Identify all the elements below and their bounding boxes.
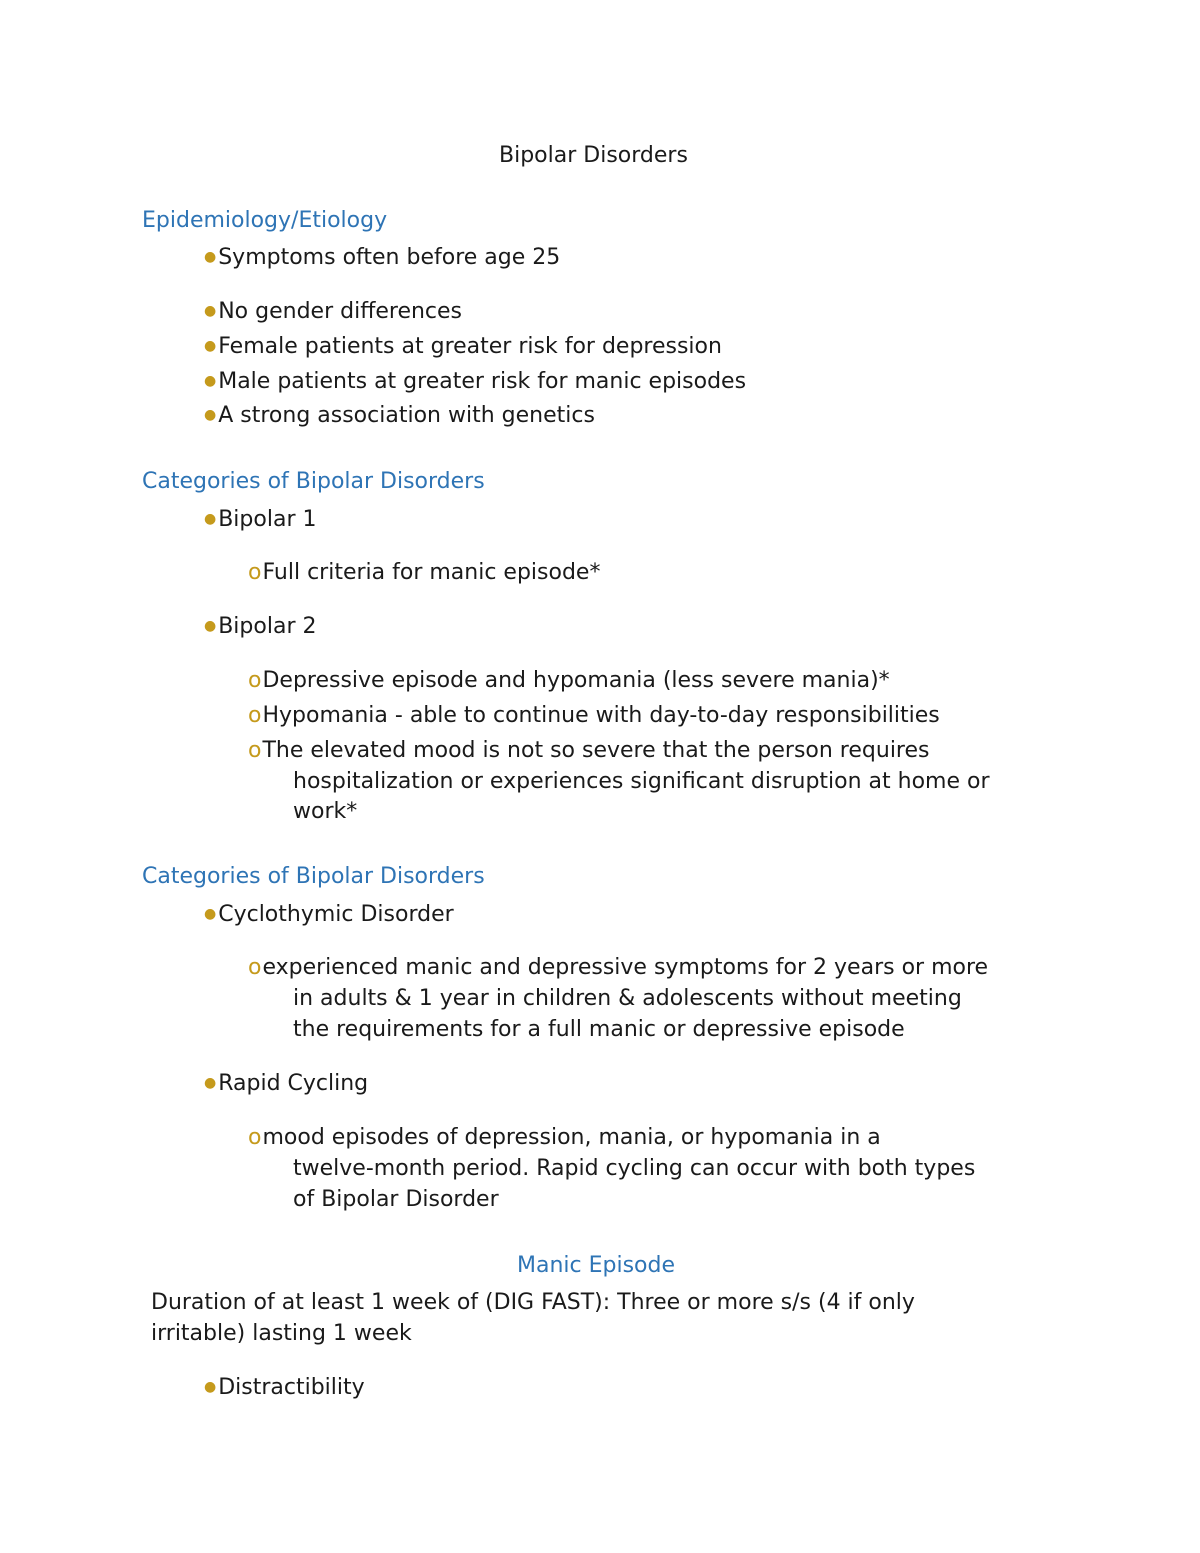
list-item: ●No gender differences [204,299,463,324]
section-heading-categories: Categories of Bipolar Disorders [142,469,485,494]
list-item: ●Female patients at greater risk for depression [204,334,722,359]
bullet-icon: ● [204,407,217,423]
bullet-icon: ● [204,373,217,389]
list-item: ●Rapid Cycling [204,1071,369,1096]
list-item: ●Distractibility [204,1375,365,1400]
bullet-icon: ● [204,511,217,527]
circle-bullet-icon: o [248,560,262,585]
bullet-icon: ● [204,338,217,354]
paragraph-line: irritable) lasting 1 week [151,1321,412,1346]
sub-list-item: oFull criteria for manic episode* [248,560,601,585]
circle-bullet-icon: o [248,738,262,763]
sub-list-item: oThe elevated mood is not so severe that the person requires [248,738,930,763]
circle-bullet-icon: o [248,703,262,728]
sub-list-item: oDepressive episode and hypomania (less severe mania)* [248,668,890,693]
page-title: Bipolar Disorders [499,143,688,168]
circle-bullet-icon: o [248,955,262,980]
sub-list-item: omood episodes of depression, mania, or hypomania in a [248,1125,881,1150]
bullet-icon: ● [204,303,217,319]
sub-list-item-continuation: hospitalization or experiences significant disruption at home or [293,769,990,794]
sub-list-item-continuation: of Bipolar Disorder [293,1187,499,1212]
section-heading-epidemiology: Epidemiology/Etiology [142,208,388,233]
sub-list-item-continuation: twelve-month period. Rapid cycling can occur with both types [293,1156,976,1181]
sub-list-item-continuation: in adults & 1 year in children & adolescents without meeting [293,986,962,1011]
list-item: ●Male patients at greater risk for manic episodes [204,369,747,394]
list-item: ●Bipolar 2 [204,614,317,639]
paragraph-line: Duration of at least 1 week of (DIG FAST): Three or more s/s (4 if only [151,1290,915,1315]
list-item: ●A strong association with genetics [204,403,595,428]
sub-list-item: oexperienced manic and depressive symptoms for 2 years or more [248,955,989,980]
bullet-icon: ● [204,906,217,922]
bullet-icon: ● [204,1379,217,1395]
sub-list-item: oHypomania - able to continue with day-to-day responsibilities [248,703,940,728]
circle-bullet-icon: o [248,1125,262,1150]
sub-list-item-continuation: the requirements for a full manic or depressive episode [293,1017,905,1042]
circle-bullet-icon: o [248,668,262,693]
bullet-icon: ● [204,618,217,634]
sub-list-item-continuation: work* [293,799,358,824]
list-item: ●Bipolar 1 [204,507,317,532]
bullet-icon: ● [204,249,217,265]
list-item: ●Cyclothymic Disorder [204,902,454,927]
list-item: ●Symptoms often before age 25 [204,245,561,270]
bullet-icon: ● [204,1075,217,1091]
section-heading-manic-episode: Manic Episode [517,1253,676,1278]
section-heading-categories: Categories of Bipolar Disorders [142,864,485,889]
